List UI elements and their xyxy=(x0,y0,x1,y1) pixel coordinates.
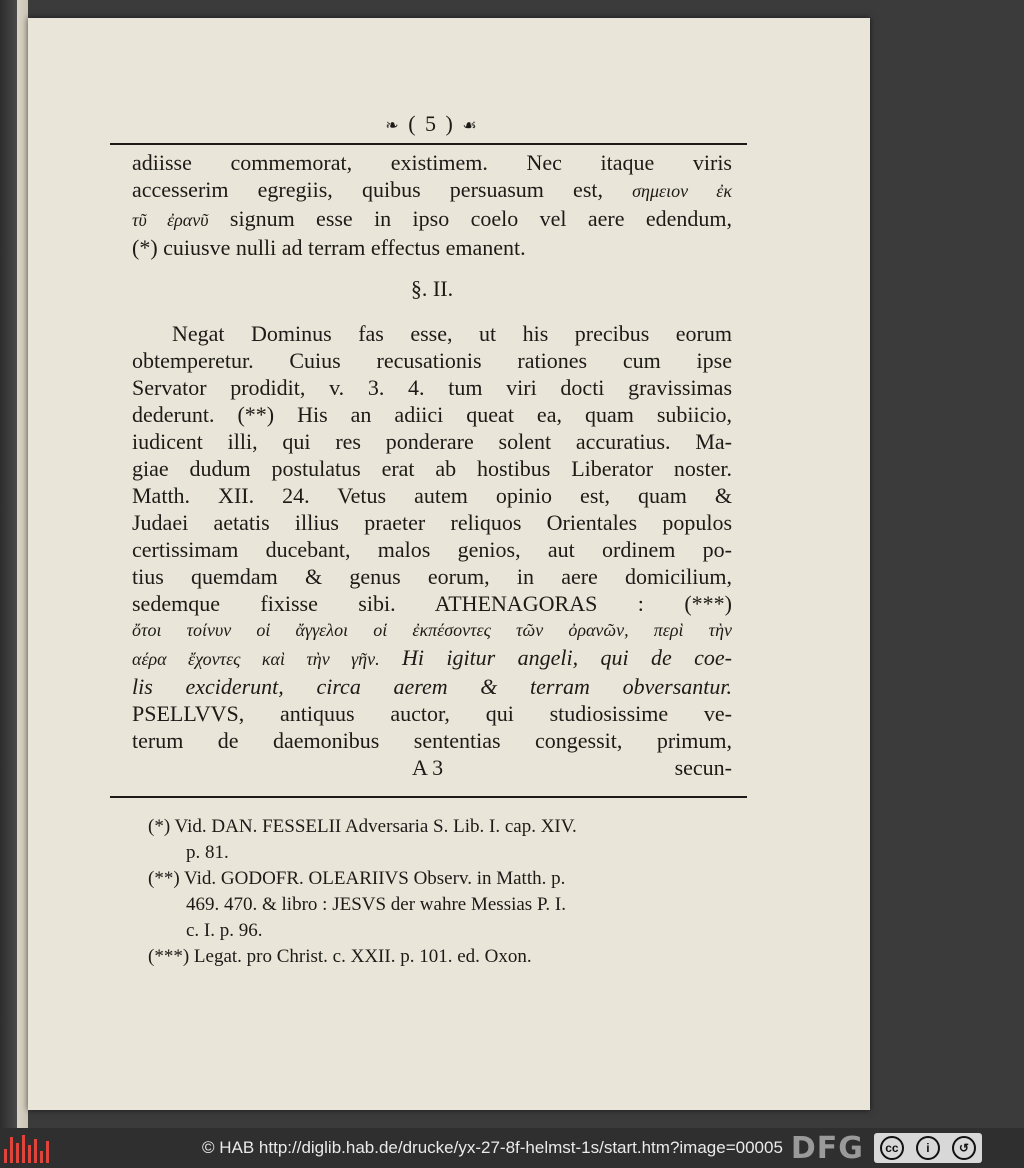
text-line: obtemperetur. Cuius recusationis rationes cum ipse xyxy=(132,348,732,374)
text-line: accesserim egregiis, quibus persuasum est, σημειον ἐκ xyxy=(132,177,732,203)
text-line: αέρα ἔχοντες καὶ τὴν γῆν. Hi igitur angeli, qui de coe- xyxy=(132,645,732,671)
footer-bar xyxy=(0,1128,1024,1168)
cc-icon: cc xyxy=(880,1136,904,1160)
greek-text: αέρα ἔχοντες καὶ τὴν γῆν. xyxy=(132,649,380,670)
section-heading: §. II. xyxy=(410,276,454,302)
page-number-header xyxy=(132,110,732,139)
page-body xyxy=(132,110,732,781)
footnote-rule xyxy=(110,796,747,798)
footnote-line: (*) Vid. DAN. FESSELII Adversaria S. Lib. I. cap. XIV. xyxy=(148,816,577,837)
dfg-logo[interactable]: DFG xyxy=(790,1130,864,1166)
by-icon: i xyxy=(916,1136,940,1160)
text-line: Servator prodidit, v. 3. 4. tum viri docti gravissimas xyxy=(132,375,732,401)
text-line: tius quemdam & genus eorum, in aere domicilium, xyxy=(132,564,732,590)
text-line: iudicent illi, qui res ponderare solent accuratius. Ma- xyxy=(132,429,732,455)
greek-text: τῦ ἐρανῦ xyxy=(132,210,209,231)
text-line: Judaei aetatis illius praeter reliquos Orientales populos xyxy=(132,510,732,536)
copyright-link[interactable]: © HAB http://diglib.hab.de/drucke/yx-27-8f-helmst-1s/start.htm?image=00005 xyxy=(202,1138,783,1157)
scanned-page xyxy=(28,18,870,1110)
text-line: dederunt. (**) His an adiici queat ea, quam subiicio, xyxy=(132,402,732,428)
catchline xyxy=(132,754,732,781)
text-line: terum de daemonibus sententias congessit, primum, xyxy=(132,728,732,754)
footnote-line: c. I. p. 96. xyxy=(186,920,263,941)
text-line: Matth. XII. 24. Vetus autem opinio est, quam & xyxy=(132,483,732,509)
viewer-left-edge xyxy=(0,0,28,1128)
greek-text-line: ὄτοι τοίνυν οἱ ἄγγελοι οἱ ἐκπέσοντες τῶν ὀρανῶν, περὶ τὴν xyxy=(132,620,732,641)
text-line: lis exciderunt, circa aerem & terram obversantur. xyxy=(132,674,732,700)
page-number: ( 5 ) xyxy=(408,111,455,136)
text-line: τῦ ἐρανῦ signum esse in ipso coelo vel aere edendum, xyxy=(132,206,732,232)
hab-logo-icon[interactable] xyxy=(4,1133,52,1163)
text-line: giae dudum postulatus erat ab hostibus Liberator noster. xyxy=(132,456,732,482)
text-line: certissimam ducebant, malos genios, aut ordinem po- xyxy=(132,537,732,563)
ornament-left-icon: ❧ xyxy=(385,117,401,135)
text-line: (*) cuiusve nulli ad terram effectus emanent. xyxy=(132,235,526,261)
sa-icon: ↺ xyxy=(952,1136,976,1160)
footnote-line: 469. 470. & libro : JESVS der wahre Messias P. I. xyxy=(186,894,566,915)
signature-mark: A 3 xyxy=(412,755,444,781)
footnote-line: p. 81. xyxy=(186,842,229,863)
footnote-line: (**) Vid. GODOFR. OLEARIIVS Observ. in Matth. p. xyxy=(148,868,566,889)
text-line: Negat Dominus fas esse, ut his precibus eorum xyxy=(172,321,732,347)
text-line: sedemque fixisse sibi. ATHENAGORAS : (***) xyxy=(132,591,732,617)
footnotes xyxy=(148,814,748,970)
cc-license-badge[interactable] xyxy=(874,1133,982,1163)
text-line: PSELLVVS, antiquus auctor, qui studiosissime ve- xyxy=(132,701,732,727)
text-line: adiisse commemorat, existimem. Nec itaque viris xyxy=(132,150,732,176)
footnote-line: (***) Legat. pro Christ. c. XXII. p. 101. ed. Oxon. xyxy=(148,946,532,967)
ornament-right-icon: ☙ xyxy=(462,117,479,135)
catchword: secun- xyxy=(674,755,732,781)
greek-text: σημειον ἐκ xyxy=(632,181,732,202)
